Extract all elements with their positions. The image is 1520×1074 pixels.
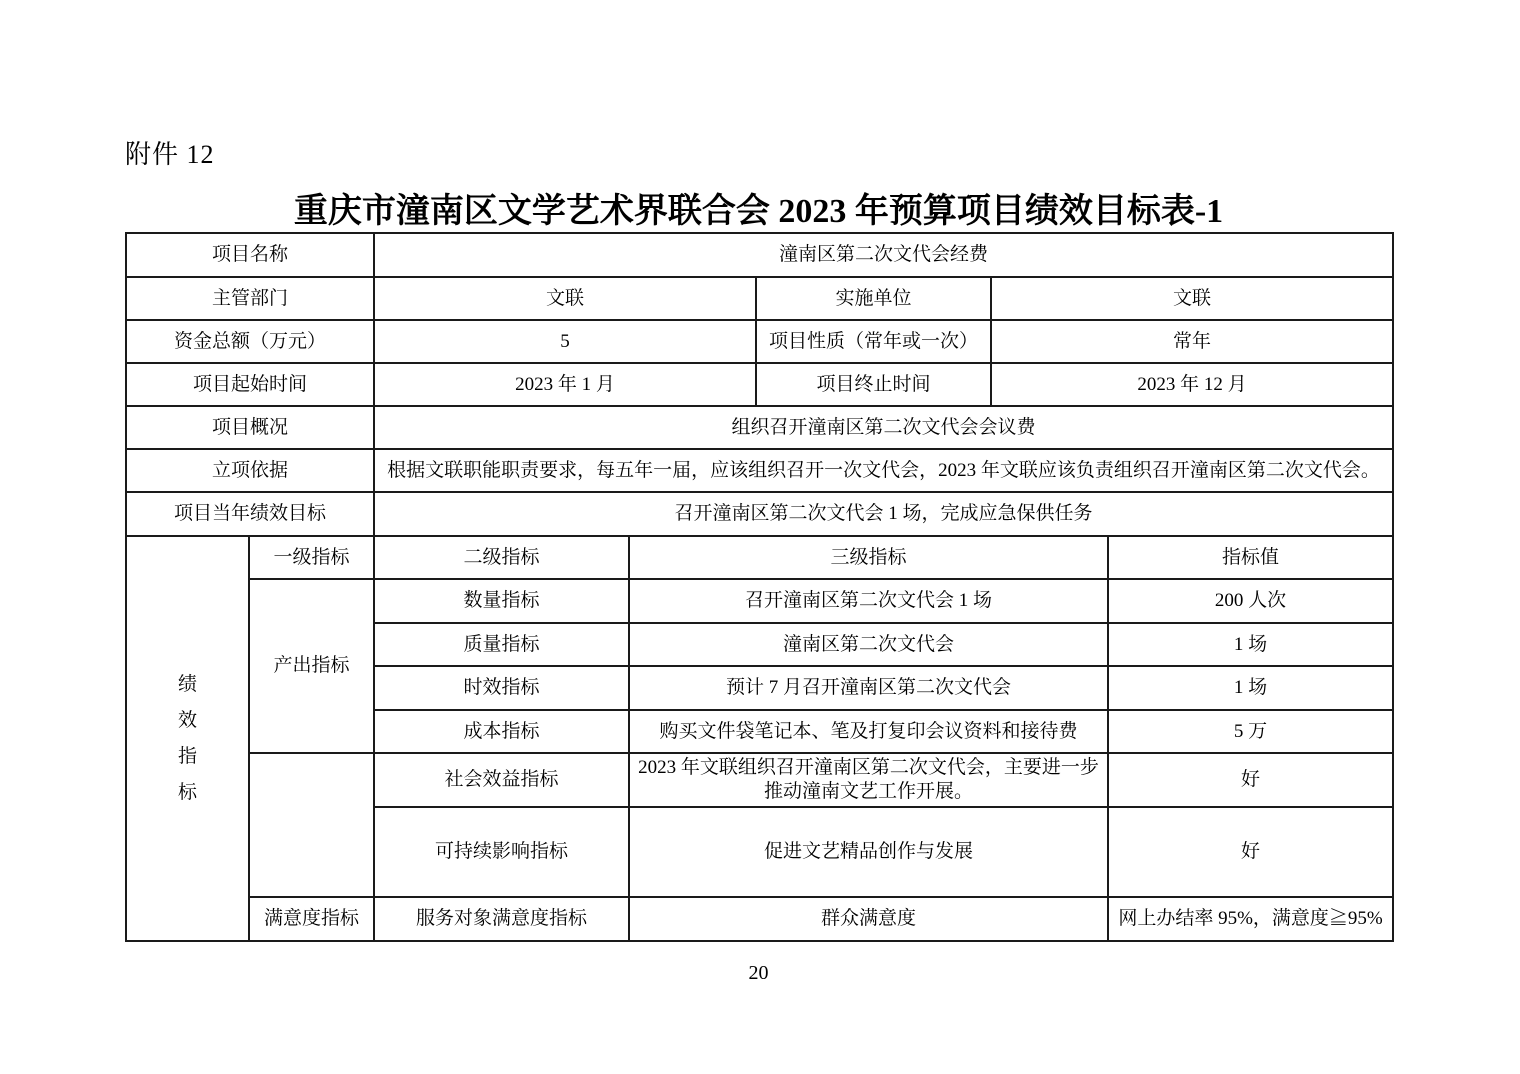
- end-time-value-cell: 2023 年 12 月: [991, 363, 1393, 406]
- social-benefit-value-cell: 好: [1108, 753, 1393, 807]
- cost-level3-cell: 购买文件袋笔记本、笔及打复印会议资料和接待费: [629, 710, 1108, 753]
- quality-value-cell: 1 场: [1108, 623, 1393, 666]
- project-name-value-cell: 潼南区第二次文代会经费: [374, 233, 1393, 277]
- start-time-label-cell: 项目起始时间: [126, 363, 374, 406]
- satisfaction-group-label-cell: 满意度指标: [249, 897, 374, 941]
- cost-level2-cell: 成本指标: [374, 710, 629, 753]
- header-level1-cell: 一级指标: [249, 536, 374, 579]
- row-quantity-indicator: [126, 579, 1393, 623]
- overview-value-cell: 组织召开潼南区第二次文代会会议费: [374, 406, 1393, 449]
- benefit-group-label-cell: [249, 753, 374, 897]
- page-title: 重庆市潼南区文学艺术界联合会 2023 年预算项目绩效目标表-1: [293, 193, 1224, 230]
- cost-value-cell: 5 万: [1108, 710, 1393, 753]
- start-time-value-cell: 2023 年 1 月: [374, 363, 756, 406]
- quantity-level2-cell: 数量指标: [374, 579, 629, 623]
- row-overview: [126, 406, 1393, 449]
- end-time-label-cell: 项目终止时间: [756, 363, 991, 406]
- social-benefit-level3-cell: 2023 年文联组织召开潼南区第二次文代会，主要进一步推动潼南文艺工作开展。: [629, 753, 1108, 807]
- overview-label-cell: 项目概况: [126, 406, 374, 449]
- basis-label-cell: 立项依据: [126, 449, 374, 492]
- fund-total-value-cell: 5: [374, 320, 756, 363]
- timeliness-value-cell: 1 场: [1108, 666, 1393, 710]
- attachment-label: 附件 12: [125, 140, 215, 169]
- row-satisfaction-indicator: [126, 897, 1393, 941]
- fund-total-label-cell: 资金总额（万元）: [126, 320, 374, 363]
- project-name-label-cell: 项目名称: [126, 233, 374, 277]
- row-project-name: [126, 233, 1393, 277]
- quality-level2-cell: 质量指标: [374, 623, 629, 666]
- row-funding: [126, 320, 1393, 363]
- sustainability-level3-cell: 促进文艺精品创作与发展: [629, 807, 1108, 897]
- row-basis: [126, 449, 1393, 492]
- header-value-cell: 指标值: [1108, 536, 1393, 579]
- annual-goal-value-cell: 召开潼南区第二次文代会 1 场，完成应急保供任务: [374, 492, 1393, 536]
- implement-unit-label-cell: 实施单位: [756, 277, 991, 320]
- page-number: 20: [748, 962, 769, 984]
- output-group-label-cell: 产出指标: [249, 579, 374, 753]
- row-indicator-header: [126, 536, 1393, 579]
- sustainability-value-cell: 好: [1108, 807, 1393, 897]
- satisfaction-level2-cell: 服务对象满意度指标: [374, 897, 629, 941]
- basis-value-cell: 根据文联职能职责要求，每五年一届，应该组织召开一次文代会，2023 年文联应该负责组织召开潼南区第二次文代会。: [374, 449, 1393, 492]
- project-nature-value-cell: 常年: [991, 320, 1393, 363]
- header-level3-cell: 三级指标: [629, 536, 1108, 579]
- quantity-level3-cell: 召开潼南区第二次文代会 1 场: [629, 579, 1108, 623]
- annual-goal-label-cell: 项目当年绩效目标: [126, 492, 374, 536]
- timeliness-level2-cell: 时效指标: [374, 666, 629, 710]
- project-nature-label-cell: 项目性质（常年或一次）: [756, 320, 991, 363]
- performance-target-table: [125, 232, 1394, 942]
- header-level2-cell: 二级指标: [374, 536, 629, 579]
- side-label: 绩效指标: [177, 673, 197, 803]
- supervisor-dept-value-cell: 文联: [374, 277, 756, 320]
- indicator-side-cell: [126, 536, 249, 941]
- quality-level3-cell: 潼南区第二次文代会: [629, 623, 1108, 666]
- row-annual-goal: [126, 492, 1393, 536]
- implement-unit-value-cell: 文联: [991, 277, 1393, 320]
- social-benefit-level2-cell: 社会效益指标: [374, 753, 629, 807]
- sustainability-level2-cell: 可持续影响指标: [374, 807, 629, 897]
- timeliness-level3-cell: 预计 7 月召开潼南区第二次文代会: [629, 666, 1108, 710]
- row-social-benefit-indicator: [126, 753, 1393, 807]
- supervisor-dept-label-cell: 主管部门: [126, 277, 374, 320]
- row-dates: [126, 363, 1393, 406]
- quantity-value-cell: 200 人次: [1108, 579, 1393, 623]
- satisfaction-value-cell: 网上办结率 95%，满意度≧95%: [1108, 897, 1393, 941]
- satisfaction-level3-cell: 群众满意度: [629, 897, 1108, 941]
- row-departments: [126, 277, 1393, 320]
